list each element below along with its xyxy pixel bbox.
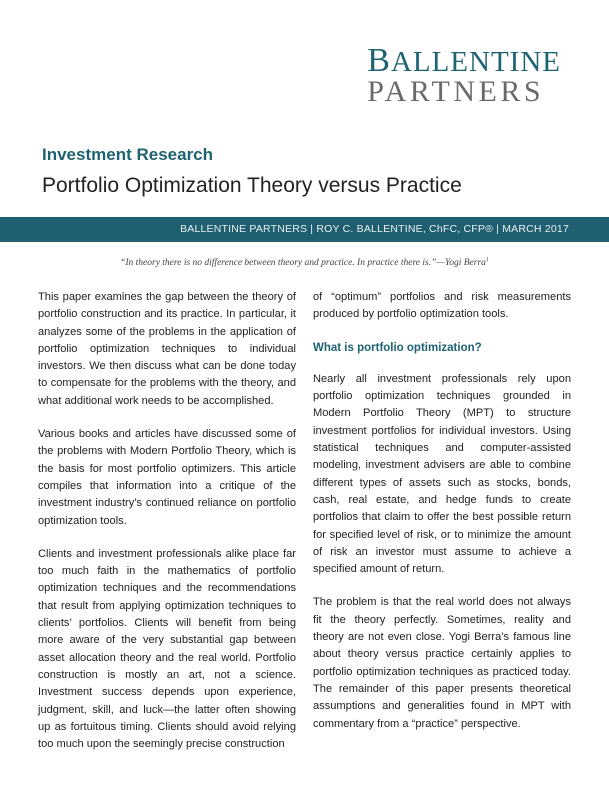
company-logo <box>367 42 561 108</box>
epigraph-quote <box>0 257 609 268</box>
quote-text: “In theory there is no difference between theory and practice. In practice there is.”—Yogi Berra <box>120 258 486 269</box>
section-label: Investment Research <box>42 145 214 164</box>
logo-line-2: PARTNERS <box>367 75 545 108</box>
paragraph: Nearly all investment professionals rely upon portfolio optimization techniques grounded in Modern Portfolio Theory (MPT) to structure investment portfolios for individual investors. Using statistical techniques and computer-assisted modeling, investment advisers are able to combine different types of assets such as stocks, bonds, cash, real estate, and hedge funds to create portfolios that claim to offer the best possible return for specified level of risk, or to minimize the amount of risk an investor must assume to achieve a specified amount of return. <box>313 372 571 576</box>
logo-line-1: BALLENTINE <box>367 42 561 79</box>
section-heading: What is portfolio optimization? <box>313 341 482 354</box>
paragraph-continuation: of “optimum” portfolios and risk measurements produced by portfolio optimization tools. <box>313 291 571 321</box>
footnote-marker: 1 <box>485 257 489 263</box>
page-title: Portfolio Optimization Theory versus Practice <box>42 174 462 197</box>
byline-band <box>0 217 609 242</box>
paragraph: This paper examines the gap between the theory of portfolio construction and its practice. In particular, it analyzes some of the problems in the application of portfolio optimization techniques to individual investors. We then discuss what can be done today to compensate for the problems with the theory, and what additional work needs to be accomplished. <box>38 291 296 407</box>
paragraph: Various books and articles have discussed some of the problems with Modern Portfolio Theory, which is the basis for most portfolio optimizers. This article compiles that information into a critique of the investment industry’s continued reliance on portfolio optimization tools. <box>38 428 296 527</box>
left-column <box>38 289 296 769</box>
paragraph: Clients and investment professionals alike place far too much faith in the mathematics of portfolio optimization techniques and the recommendations that result from applying optimization techniques to clients’ portfolios. Clients will benefit from being more aware of the very substantial gap between asset allocation theory and the real world. Portfolio construction is mostly an art, not a science. Investment success depends upon experience, judgment, skill, and luck—the latter often showing up as fortuitous timing. Clients should avoid relying too much upon the seemingly precise construction <box>38 547 296 751</box>
right-column <box>313 289 571 749</box>
paragraph: The problem is that the real world does not always fit the theory perfectly. Sometimes, reality and theory are not even close. Yogi Berra’s famous line about theory versus practice certainly applies to portfolio optimization techniques as practiced today. The remainder of this paper presents theoretical assumptions and generalities found in MPT with commentary from a “practice” perspective. <box>313 596 571 730</box>
byline: BALLENTINE PARTNERS | ROY C. BALLENTINE, ChFC, CFP® | MARCH 2017 <box>180 223 569 235</box>
